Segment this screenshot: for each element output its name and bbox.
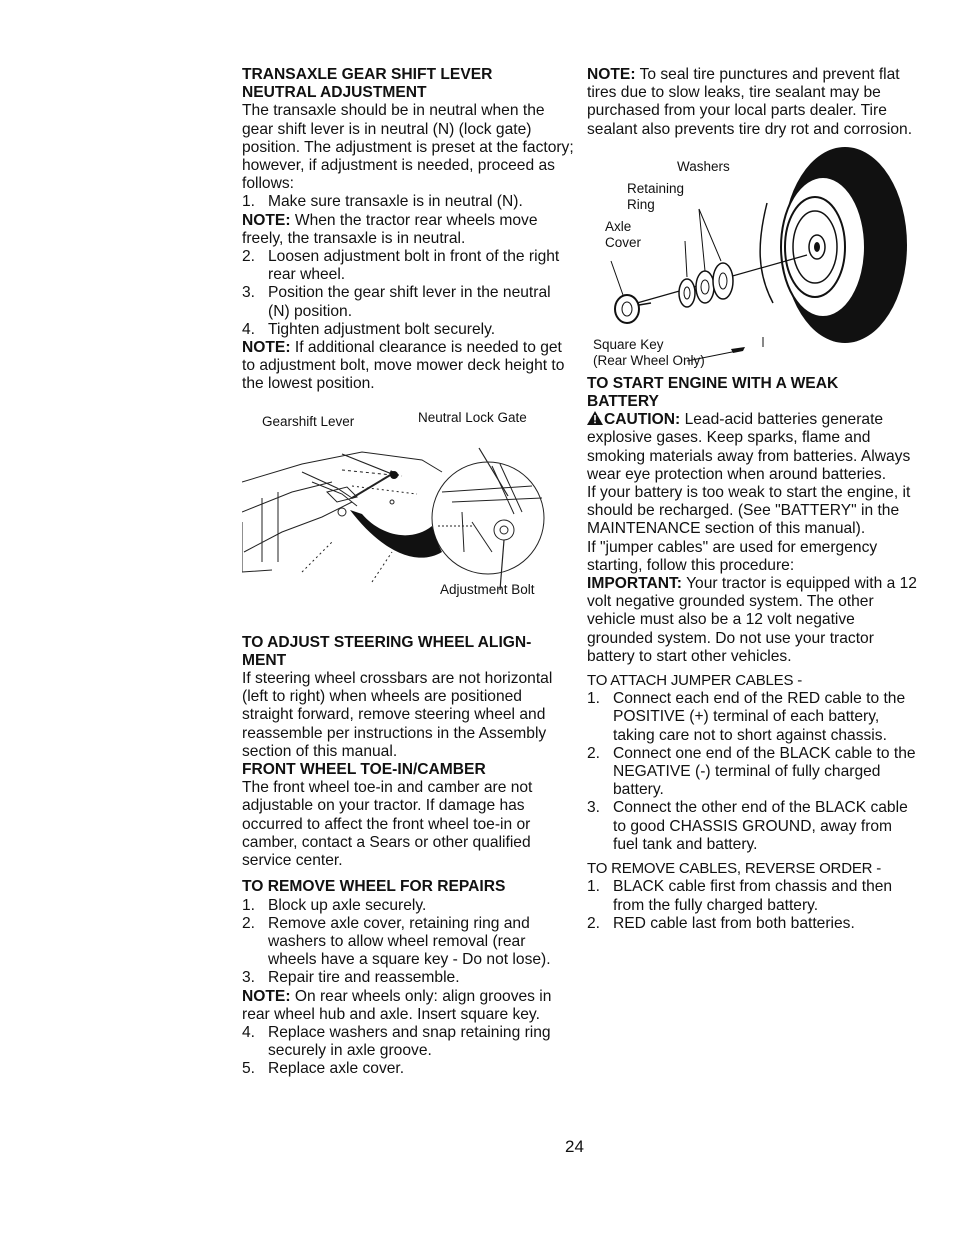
left-column: [242, 66, 574, 1079]
note-label: NOTE:: [587, 66, 636, 83]
list-number: 4.: [242, 1023, 256, 1041]
list-number: 2.: [587, 914, 601, 932]
list-item: [242, 1060, 574, 1078]
list-number: 1.: [587, 690, 601, 708]
list-number: 1.: [587, 878, 601, 896]
paragraph: If steering wheel crossbars are not horizontal (left to right) when wheels are positioned straight forward, remove steering wheel and reassemble per instructions in the Assembly section of this manual.: [242, 670, 553, 760]
label-rear-wheel-only: (Rear Wheel Only): [593, 352, 705, 368]
list-text: Make sure transaxle is in neutral (N).: [268, 193, 523, 211]
list-item: [242, 1024, 574, 1060]
note-paragraph: [242, 988, 574, 1024]
label-neutral-lock-gate: Neutral Lock Gate: [418, 409, 527, 425]
label-adjustment-bolt: Adjustment Bolt: [440, 581, 535, 597]
caution-label: CAUTION:: [604, 411, 681, 429]
list-number: 2.: [242, 914, 256, 932]
list-number: 5.: [242, 1060, 256, 1078]
list-text: Replace axle cover.: [268, 1060, 405, 1078]
important-paragraph: [587, 575, 917, 666]
list-item: [587, 690, 917, 745]
list-text: Connect each end of the RED cable to the POSITIVE (+) terminal of each battery, taking care not to short against chassis.: [613, 690, 906, 744]
list-number: 4.: [242, 320, 256, 338]
list-item: [587, 799, 917, 854]
note-paragraph: [242, 212, 574, 248]
section-heading: NEUTRAL ADJUSTMENT: [242, 84, 427, 102]
list-text: Connect the other end of the BLACK cable to good CHASSIS GROUND, away from fuel tank and battery.: [613, 799, 908, 853]
list-item: [242, 969, 574, 987]
section-heading: TO START ENGINE WITH A WEAK: [587, 374, 839, 392]
section-heading: FRONT WHEEL TOE-IN/CAMBER: [242, 761, 486, 779]
list-item: [587, 745, 917, 800]
subheading: TO ATTACH JUMPER CABLES -: [587, 672, 803, 690]
wheel-figure: [587, 143, 917, 375]
section-heading: TRANSAXLE GEAR SHIFT LEVER: [242, 66, 493, 83]
paragraph: If your battery is too weak to start the engine, it should be recharged. (See "BATTERY" in the MAINTENANCE section of this manual).: [587, 484, 911, 538]
list-item: [242, 321, 574, 339]
list-number: 1.: [242, 193, 256, 211]
note-text: If additional clearance is needed to get to adjustment bolt, move mower deck height to the lowest position.: [242, 339, 565, 393]
label-washers: Washers: [677, 158, 730, 174]
gearshift-figure: [242, 402, 574, 626]
note-label: NOTE:: [242, 987, 291, 1005]
subheading: TO REMOVE CABLES, REVERSE ORDER -: [587, 860, 882, 878]
paragraph: The front wheel toe-in and camber are not adjustable on your tractor. If damage has occurred to affect the front wheel toe-in or camber, contact a Sears or other qualified service center.: [242, 779, 533, 870]
label-ring: Ring: [627, 196, 655, 212]
label-square-key: Square Key: [593, 336, 664, 352]
list-number: 3.: [242, 284, 256, 302]
right-column: [587, 66, 917, 933]
section-heading: MENT: [242, 651, 287, 669]
list-item: [242, 897, 574, 915]
paragraph: The transaxle should be in neutral when the gear shift lever is in neutral (N) (lock gate) position. The adjustment is preset at the factory; however, if adjustment is needed, proceed as follows:: [242, 102, 574, 193]
list-text: Repair tire and reassemble.: [268, 969, 460, 987]
label-cover: Cover: [605, 234, 642, 250]
caution-text: Lead-acid batteries generate explosive gases. Keep sparks, flame and smoking materials away from batteries. Always wear eye protection when around batteries.: [587, 411, 911, 483]
important-text: Your tractor is equipped with a 12 volt negative grounded system. The other vehicle must also be a 12 volt negative grounded system. Do not use your tractor battery to start other vehicles.: [587, 575, 917, 665]
list-item: [242, 248, 574, 284]
list-item: [242, 915, 574, 970]
list-item: [587, 878, 917, 914]
note-text: When the tractor rear wheels move freely, the transaxle is in neutral.: [242, 211, 538, 247]
list-number: 3.: [587, 799, 601, 817]
list-number: 1.: [242, 896, 256, 914]
list-text: Replace washers and snap retaining ring securely in axle groove.: [268, 1023, 551, 1060]
warning-icon: [587, 411, 603, 425]
label-retaining: Retaining: [627, 180, 685, 196]
note-label: NOTE:: [242, 211, 291, 229]
list-text: BLACK cable first from chassis and then from the fully charged battery.: [613, 878, 893, 914]
list-text: Loosen adjustment bolt in front of the right rear wheel.: [268, 248, 560, 284]
note-text: To seal tire punctures and prevent flat tires due to slow leaks, tire sealant may be purchased from your local parts dealer. Tire sealant also prevents tire dry rot and corrosion.: [587, 66, 913, 138]
list-text: Position the gear shift lever in the neutral (N) position.: [268, 284, 551, 320]
list-text: Block up axle securely.: [268, 896, 427, 914]
list-number: 2.: [242, 248, 256, 266]
section-heading: TO REMOVE WHEEL FOR REPAIRS: [242, 878, 506, 896]
list-text: RED cable last from both batteries.: [613, 914, 855, 932]
section-heading: TO ADJUST STEERING WHEEL ALIGN-: [242, 633, 532, 651]
label-axle: Axle: [605, 218, 632, 234]
paragraph: If "jumper cables" are used for emergency starting, follow this procedure:: [587, 538, 878, 574]
list-text: Connect one end of the BLACK cable to the NEGATIVE (-) terminal of fully charged battery.: [613, 744, 916, 799]
list-item: [242, 193, 574, 211]
important-label: IMPORTANT:: [587, 575, 682, 593]
list-text: Tighten adjustment bolt securely.: [268, 320, 496, 338]
list-number: 2.: [587, 744, 601, 762]
list-item: [587, 915, 917, 933]
list-number: 3.: [242, 969, 256, 987]
list-item: [242, 284, 574, 320]
note-label: NOTE:: [242, 339, 291, 357]
list-text: Remove axle cover, retaining ring and washers to allow wheel removal (rear wheels have a square key - Do not lose).: [268, 914, 551, 969]
note-paragraph: [242, 339, 574, 394]
page-number: 24: [565, 1137, 584, 1156]
note-paragraph: [587, 66, 917, 139]
note-text: On rear wheels only: align grooves in rear wheel hub and axle. Insert square key.: [242, 987, 552, 1023]
caution-paragraph: [587, 411, 917, 484]
label-gearshift-lever: Gearshift Lever: [262, 413, 355, 429]
section-heading: BATTERY: [587, 393, 659, 411]
